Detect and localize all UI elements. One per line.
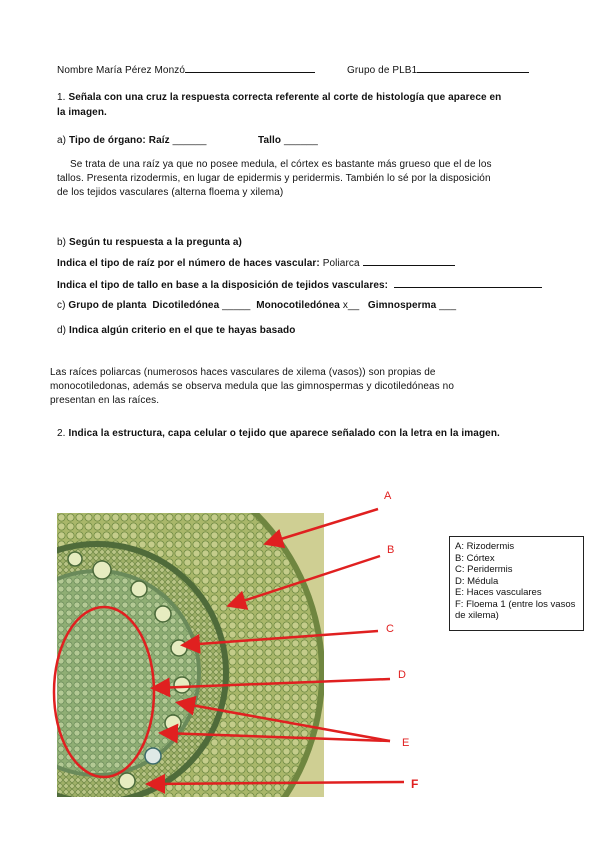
- q1c-opt-monocot-mark: x__: [342, 300, 360, 311]
- q1c-opt-gimno: Gimnosperma: [367, 300, 437, 311]
- legend-item-f: F: Floema 1 (entre los vasos de xilema): [455, 598, 576, 621]
- micrograph-illustration: [57, 513, 324, 797]
- q1a-answer-line1: Se trata de una raíz ya que no posee medula, el córtex es bastante más grueso que el de los: [70, 159, 492, 170]
- name-underline: [185, 63, 315, 73]
- q1b-line1-label: Indica el tipo de raíz por el número de haces vascular:: [57, 258, 320, 269]
- q1a-prefix: a): [57, 135, 67, 146]
- q1c-opt-monocot: Monocotiledónea: [256, 300, 340, 311]
- q1a-opt-tallo-blank: ______: [283, 135, 318, 146]
- q1b-line1: [57, 256, 455, 269]
- q1c-prefix: c): [57, 300, 66, 311]
- legend-item-d: D: Médula: [455, 575, 499, 587]
- figure-label-f: F: [411, 777, 419, 791]
- q1a-opt-raiz: Raíz: [148, 135, 170, 146]
- q1a-opt-tallo-row: [258, 135, 318, 146]
- q1-number: 1.: [57, 92, 66, 103]
- q1d-answer-line2: monocotiledonas, además se observa medula que las gimnospermas y dicotiledóneas no: [50, 381, 454, 392]
- q1-title: [57, 92, 501, 103]
- figure-label-e: E: [402, 737, 410, 749]
- q1b-line2-underline: [394, 278, 542, 288]
- legend-box: [449, 536, 584, 631]
- figure-label-d: D: [398, 669, 406, 681]
- q2-title: [57, 428, 500, 439]
- q2-title-text: Indica la estructura, capa celular o tejido que aparece señalado con la letra en la imagen.: [68, 428, 500, 439]
- q1a-answer-line2: tallos. Presenta rizodermis, en lugar de epidermis y peridermis. También lo sé por la disposición: [57, 173, 491, 184]
- q1c-opt-dicot: Dicotiledónea: [152, 300, 220, 311]
- q1d-answer-line3: presentan en las raíces.: [50, 395, 160, 406]
- q1c-opt-gimno-blank: ___: [439, 300, 457, 311]
- legend-item-a: A: Rizodermis: [455, 541, 515, 552]
- q1a-row: [57, 135, 207, 146]
- q1a-answer-line3: de los tejidos vasculares (alterna floema y xilema): [57, 187, 284, 198]
- q1c-opt-dicot-blank: _____: [222, 300, 251, 311]
- q1-title-line2: la imagen.: [57, 107, 107, 118]
- q1a-opt-tallo: Tallo: [258, 135, 282, 146]
- q1d-row: [57, 325, 295, 336]
- figure-label-a: A: [384, 490, 392, 502]
- group-label: Grupo de PLB1: [347, 65, 418, 76]
- q1b-line1-answer: Poliarca: [322, 258, 360, 269]
- name-field: [57, 63, 315, 76]
- root-cross-section-micrograph: [57, 513, 324, 797]
- name-label: Nombre María Pérez Monzó: [57, 65, 186, 76]
- q1b-row: [57, 237, 242, 248]
- legend-item-e: E: Haces vasculares: [455, 587, 542, 598]
- q1b-label: Según tu respuesta a la pregunta a): [68, 237, 242, 248]
- q1d-label: Indica algún criterio en el que te hayas basado: [68, 325, 296, 336]
- q1-title-line1: Señala con una cruz la respuesta correcta referente al corte de histología que aparece en: [68, 92, 502, 103]
- figure-label-c: C: [386, 623, 394, 635]
- group-underline: [417, 63, 529, 73]
- legend-item-b: B: Córtex: [455, 552, 495, 564]
- q1a-label: Tipo de órgano:: [68, 135, 146, 146]
- q1a-opt-raiz-blank: ______: [172, 135, 207, 146]
- q1d-prefix: d): [57, 325, 67, 336]
- q1b-line2-label: Indica el tipo de tallo en base a la disposición de tejidos vasculares:: [57, 280, 389, 291]
- q1c-label: Grupo de planta: [68, 300, 147, 311]
- legend-item-c: C: Peridermis: [455, 564, 513, 575]
- group-field: [347, 63, 529, 76]
- q1b-prefix: b): [57, 237, 67, 248]
- q1c-row: [57, 300, 456, 311]
- q1b-line2: [57, 278, 542, 291]
- q1d-answer-line1: Las raíces poliarcas (numerosos haces vasculares de xilema (vasos)) son propias de: [50, 367, 436, 378]
- q2-number: 2.: [57, 428, 66, 439]
- figure-label-b: B: [387, 544, 395, 556]
- q1b-line1-underline: [363, 256, 455, 266]
